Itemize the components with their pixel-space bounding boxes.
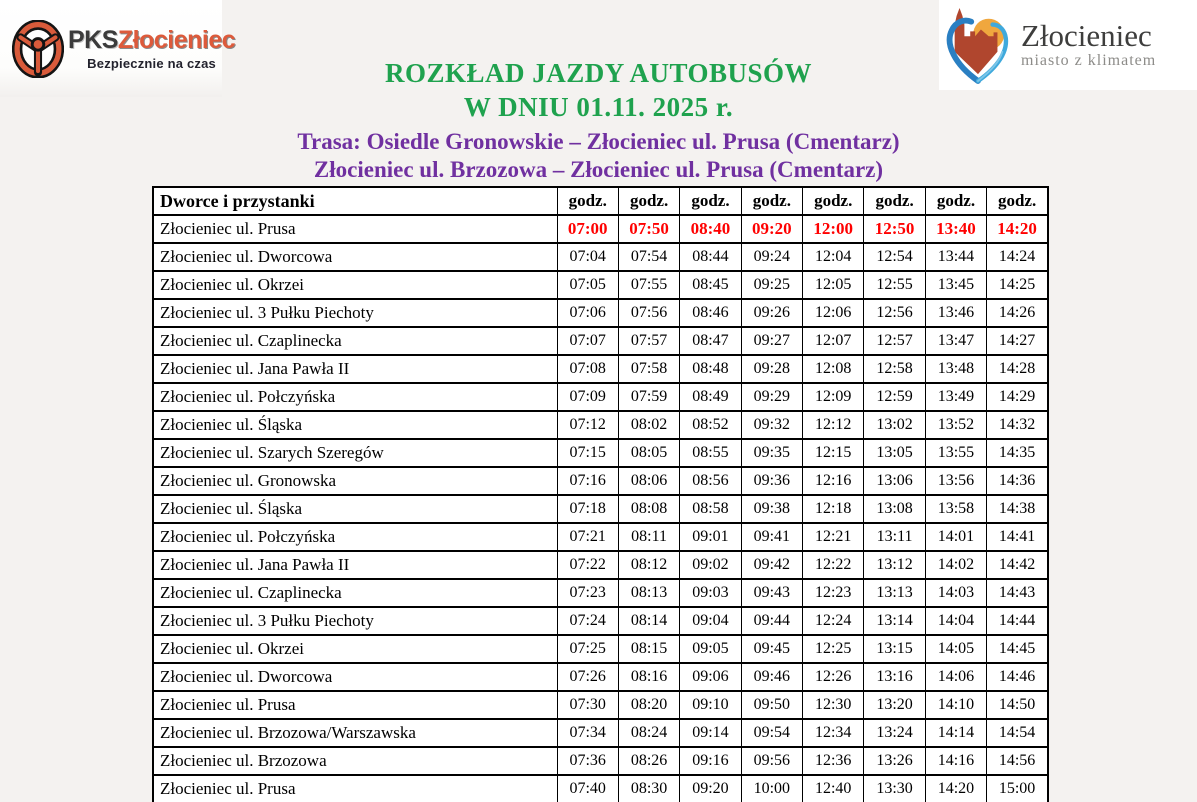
time-cell: 08:20 bbox=[618, 691, 679, 719]
stop-name-cell: Złocieniec ul. 3 Pułku Piechoty bbox=[153, 299, 557, 327]
time-cell: 14:44 bbox=[987, 607, 1048, 635]
time-cell: 07:05 bbox=[557, 271, 618, 299]
time-cell: 14:35 bbox=[987, 439, 1048, 467]
time-cell: 13:48 bbox=[925, 355, 986, 383]
time-cell: 13:16 bbox=[864, 663, 925, 691]
time-cell: 14:28 bbox=[987, 355, 1048, 383]
time-cell: 08:11 bbox=[618, 523, 679, 551]
stop-name-cell: Złocieniec ul. Połczyńska bbox=[153, 523, 557, 551]
table-row bbox=[153, 635, 1048, 663]
time-cell: 12:56 bbox=[864, 299, 925, 327]
timetable bbox=[152, 186, 1049, 802]
stop-name-cell: Złocieniec ul. Dworcowa bbox=[153, 663, 557, 691]
time-cell: 08:40 bbox=[680, 215, 741, 243]
time-cell: 07:21 bbox=[557, 523, 618, 551]
time-cell: 08:02 bbox=[618, 411, 679, 439]
time-cell: 14:06 bbox=[925, 663, 986, 691]
time-cell: 09:35 bbox=[741, 439, 802, 467]
time-cell: 08:56 bbox=[680, 467, 741, 495]
time-cell: 13:02 bbox=[864, 411, 925, 439]
time-cell: 13:11 bbox=[864, 523, 925, 551]
time-cell: 07:12 bbox=[557, 411, 618, 439]
time-cell: 07:08 bbox=[557, 355, 618, 383]
time-cell: 09:42 bbox=[741, 551, 802, 579]
time-cell: 09:02 bbox=[680, 551, 741, 579]
stop-name-cell: Złocieniec ul. Dworcowa bbox=[153, 243, 557, 271]
table-row bbox=[153, 411, 1048, 439]
time-cell: 12:50 bbox=[864, 215, 925, 243]
time-cell: 08:14 bbox=[618, 607, 679, 635]
time-cell: 14:05 bbox=[925, 635, 986, 663]
time-cell: 07:16 bbox=[557, 467, 618, 495]
time-cell: 08:13 bbox=[618, 579, 679, 607]
time-cell: 08:12 bbox=[618, 551, 679, 579]
time-cell: 09:44 bbox=[741, 607, 802, 635]
time-cell: 12:00 bbox=[803, 215, 864, 243]
time-cell: 07:26 bbox=[557, 663, 618, 691]
time-cell: 07:36 bbox=[557, 747, 618, 775]
time-cell: 14:38 bbox=[987, 495, 1048, 523]
table-row bbox=[153, 747, 1048, 775]
time-cell: 13:14 bbox=[864, 607, 925, 635]
time-cell: 13:15 bbox=[864, 635, 925, 663]
time-cell: 12:25 bbox=[803, 635, 864, 663]
stop-name-cell: Złocieniec ul. 3 Pułku Piechoty bbox=[153, 607, 557, 635]
time-cell: 07:00 bbox=[557, 215, 618, 243]
time-cell: 08:48 bbox=[680, 355, 741, 383]
time-cell: 12:40 bbox=[803, 775, 864, 802]
time-cell: 09:27 bbox=[741, 327, 802, 355]
time-cell: 09:38 bbox=[741, 495, 802, 523]
time-cell: 08:26 bbox=[618, 747, 679, 775]
table-row bbox=[153, 271, 1048, 299]
time-cell: 14:02 bbox=[925, 551, 986, 579]
time-cell: 12:21 bbox=[803, 523, 864, 551]
time-cell: 07:15 bbox=[557, 439, 618, 467]
stop-name-cell: Złocieniec ul. Gronowska bbox=[153, 467, 557, 495]
time-cell: 07:57 bbox=[618, 327, 679, 355]
stop-name-cell: Złocieniec ul. Brzozowa/Warszawska bbox=[153, 719, 557, 747]
page-title-line1: ROZKŁAD JAZDY AUTOBUSÓW bbox=[384, 58, 813, 88]
time-cell: 12:12 bbox=[803, 411, 864, 439]
time-cell: 09:45 bbox=[741, 635, 802, 663]
time-cell: 08:44 bbox=[680, 243, 741, 271]
time-cell: 12:58 bbox=[864, 355, 925, 383]
city-logo-tagline: miasto z klimatem bbox=[1021, 51, 1157, 69]
time-cell: 14:46 bbox=[987, 663, 1048, 691]
time-cell: 12:24 bbox=[803, 607, 864, 635]
time-cell: 09:03 bbox=[680, 579, 741, 607]
time-cell: 12:09 bbox=[803, 383, 864, 411]
table-row bbox=[153, 719, 1048, 747]
pks-logo-tagline: Bezpiecznie na czas bbox=[87, 55, 216, 71]
table-row bbox=[153, 327, 1048, 355]
stop-name-cell: Złocieniec ul. Prusa bbox=[153, 775, 557, 802]
table-row bbox=[153, 383, 1048, 411]
stop-name-cell: Złocieniec ul. Szarych Szeregów bbox=[153, 439, 557, 467]
header-titles bbox=[0, 56, 1197, 184]
time-cell: 14:03 bbox=[925, 579, 986, 607]
time-cell: 14:24 bbox=[987, 243, 1048, 271]
time-cell: 07:04 bbox=[557, 243, 618, 271]
time-cell: 13:30 bbox=[864, 775, 925, 802]
time-cell: 14:25 bbox=[987, 271, 1048, 299]
time-cell: 14:32 bbox=[987, 411, 1048, 439]
time-cell: 14:04 bbox=[925, 607, 986, 635]
time-cell: 07:56 bbox=[618, 299, 679, 327]
time-cell: 12:55 bbox=[864, 271, 925, 299]
time-column-header: godz. bbox=[925, 187, 986, 215]
time-cell: 07:30 bbox=[557, 691, 618, 719]
stop-name-cell: Złocieniec ul. Czaplinecka bbox=[153, 327, 557, 355]
time-cell: 08:15 bbox=[618, 635, 679, 663]
time-cell: 09:16 bbox=[680, 747, 741, 775]
time-cell: 15:00 bbox=[987, 775, 1048, 802]
time-cell: 13:26 bbox=[864, 747, 925, 775]
stop-name-cell: Złocieniec ul. Jana Pawła II bbox=[153, 551, 557, 579]
time-cell: 13:56 bbox=[925, 467, 986, 495]
time-cell: 09:43 bbox=[741, 579, 802, 607]
table-row bbox=[153, 691, 1048, 719]
time-cell: 12:34 bbox=[803, 719, 864, 747]
time-cell: 13:49 bbox=[925, 383, 986, 411]
time-cell: 07:59 bbox=[618, 383, 679, 411]
timetable-header-row bbox=[153, 187, 1048, 215]
time-cell: 08:05 bbox=[618, 439, 679, 467]
time-column-header: godz. bbox=[987, 187, 1048, 215]
time-cell: 08:06 bbox=[618, 467, 679, 495]
time-cell: 12:22 bbox=[803, 551, 864, 579]
time-cell: 08:30 bbox=[618, 775, 679, 802]
table-row bbox=[153, 607, 1048, 635]
time-cell: 09:50 bbox=[741, 691, 802, 719]
pks-name-part2: Złocieniec bbox=[117, 25, 236, 54]
table-row bbox=[153, 439, 1048, 467]
time-cell: 09:20 bbox=[741, 215, 802, 243]
time-cell: 14:29 bbox=[987, 383, 1048, 411]
time-cell: 09:24 bbox=[741, 243, 802, 271]
time-cell: 07:40 bbox=[557, 775, 618, 802]
time-cell: 12:23 bbox=[803, 579, 864, 607]
time-cell: 14:16 bbox=[925, 747, 986, 775]
time-cell: 09:26 bbox=[741, 299, 802, 327]
time-cell: 13:05 bbox=[864, 439, 925, 467]
table-row bbox=[153, 523, 1048, 551]
time-cell: 08:24 bbox=[618, 719, 679, 747]
time-column-header: godz. bbox=[803, 187, 864, 215]
time-cell: 09:25 bbox=[741, 271, 802, 299]
time-cell: 14:10 bbox=[925, 691, 986, 719]
time-cell: 12:26 bbox=[803, 663, 864, 691]
stop-name-cell: Złocieniec ul. Okrzei bbox=[153, 271, 557, 299]
time-cell: 13:06 bbox=[864, 467, 925, 495]
time-cell: 12:57 bbox=[864, 327, 925, 355]
time-cell: 12:18 bbox=[803, 495, 864, 523]
stops-column-header: Dworce i przystanki bbox=[153, 187, 557, 215]
time-cell: 08:16 bbox=[618, 663, 679, 691]
time-cell: 13:44 bbox=[925, 243, 986, 271]
pks-name-part1: PKS bbox=[68, 25, 118, 54]
time-cell: 09:05 bbox=[680, 635, 741, 663]
time-column-header: godz. bbox=[741, 187, 802, 215]
time-cell: 09:06 bbox=[680, 663, 741, 691]
time-cell: 12:30 bbox=[803, 691, 864, 719]
time-cell: 09:41 bbox=[741, 523, 802, 551]
time-cell: 08:45 bbox=[680, 271, 741, 299]
stop-name-cell: Złocieniec ul. Jana Pawła II bbox=[153, 355, 557, 383]
time-cell: 12:15 bbox=[803, 439, 864, 467]
time-cell: 13:47 bbox=[925, 327, 986, 355]
time-cell: 07:06 bbox=[557, 299, 618, 327]
time-cell: 09:46 bbox=[741, 663, 802, 691]
time-cell: 13:58 bbox=[925, 495, 986, 523]
time-cell: 07:09 bbox=[557, 383, 618, 411]
time-cell: 09:01 bbox=[680, 523, 741, 551]
table-row bbox=[153, 355, 1048, 383]
pks-logo-name bbox=[68, 27, 235, 53]
time-cell: 12:59 bbox=[864, 383, 925, 411]
time-cell: 08:52 bbox=[680, 411, 741, 439]
stop-name-cell: Złocieniec ul. Prusa bbox=[153, 691, 557, 719]
time-cell: 07:54 bbox=[618, 243, 679, 271]
table-row bbox=[153, 551, 1048, 579]
time-cell: 07:25 bbox=[557, 635, 618, 663]
time-cell: 13:52 bbox=[925, 411, 986, 439]
time-cell: 14:56 bbox=[987, 747, 1048, 775]
table-row bbox=[153, 467, 1048, 495]
time-cell: 14:36 bbox=[987, 467, 1048, 495]
time-cell: 14:01 bbox=[925, 523, 986, 551]
stop-name-cell: Złocieniec ul. Prusa bbox=[153, 215, 557, 243]
time-cell: 14:43 bbox=[987, 579, 1048, 607]
time-cell: 13:55 bbox=[925, 439, 986, 467]
time-cell: 09:32 bbox=[741, 411, 802, 439]
time-cell: 09:56 bbox=[741, 747, 802, 775]
time-cell: 07:24 bbox=[557, 607, 618, 635]
time-cell: 08:46 bbox=[680, 299, 741, 327]
stop-name-cell: Złocieniec ul. Połczyńska bbox=[153, 383, 557, 411]
time-cell: 12:08 bbox=[803, 355, 864, 383]
time-cell: 09:14 bbox=[680, 719, 741, 747]
time-cell: 13:45 bbox=[925, 271, 986, 299]
time-cell: 07:18 bbox=[557, 495, 618, 523]
time-cell: 14:50 bbox=[987, 691, 1048, 719]
time-cell: 12:54 bbox=[864, 243, 925, 271]
time-cell: 14:20 bbox=[987, 215, 1048, 243]
time-cell: 12:06 bbox=[803, 299, 864, 327]
time-cell: 07:50 bbox=[618, 215, 679, 243]
time-cell: 12:05 bbox=[803, 271, 864, 299]
time-cell: 08:55 bbox=[680, 439, 741, 467]
time-cell: 07:55 bbox=[618, 271, 679, 299]
table-row bbox=[153, 215, 1048, 243]
time-column-header: godz. bbox=[557, 187, 618, 215]
time-cell: 12:07 bbox=[803, 327, 864, 355]
time-cell: 13:12 bbox=[864, 551, 925, 579]
table-row bbox=[153, 663, 1048, 691]
table-row bbox=[153, 243, 1048, 271]
time-cell: 10:00 bbox=[741, 775, 802, 802]
time-cell: 07:07 bbox=[557, 327, 618, 355]
time-cell: 09:10 bbox=[680, 691, 741, 719]
time-cell: 14:20 bbox=[925, 775, 986, 802]
city-logo-name: Złocieniec bbox=[1021, 17, 1152, 53]
time-cell: 14:41 bbox=[987, 523, 1048, 551]
time-cell: 07:22 bbox=[557, 551, 618, 579]
route-line2: Złocieniec ul. Brzozowa – Złocieniec ul. Prusa (Cmentarz) bbox=[313, 157, 884, 182]
time-cell: 14:42 bbox=[987, 551, 1048, 579]
time-cell: 14:14 bbox=[925, 719, 986, 747]
time-cell: 14:26 bbox=[987, 299, 1048, 327]
time-cell: 08:47 bbox=[680, 327, 741, 355]
time-cell: 09:20 bbox=[680, 775, 741, 802]
time-cell: 13:40 bbox=[925, 215, 986, 243]
time-cell: 09:54 bbox=[741, 719, 802, 747]
time-cell: 14:54 bbox=[987, 719, 1048, 747]
time-cell: 09:36 bbox=[741, 467, 802, 495]
time-cell: 07:58 bbox=[618, 355, 679, 383]
timetable-body bbox=[153, 215, 1048, 802]
time-cell: 13:08 bbox=[864, 495, 925, 523]
stop-name-cell: Złocieniec ul. Śląska bbox=[153, 411, 557, 439]
route-line1: Trasa: Osiedle Gronowskie – Złocieniec ul. Prusa (Cmentarz) bbox=[297, 129, 900, 154]
time-cell: 09:04 bbox=[680, 607, 741, 635]
time-cell: 08:49 bbox=[680, 383, 741, 411]
time-column-header: godz. bbox=[864, 187, 925, 215]
table-row bbox=[153, 775, 1048, 802]
time-cell: 14:45 bbox=[987, 635, 1048, 663]
time-cell: 13:24 bbox=[864, 719, 925, 747]
time-column-header: godz. bbox=[618, 187, 679, 215]
time-cell: 14:27 bbox=[987, 327, 1048, 355]
time-column-header: godz. bbox=[680, 187, 741, 215]
time-cell: 13:46 bbox=[925, 299, 986, 327]
time-cell: 12:16 bbox=[803, 467, 864, 495]
time-cell: 13:20 bbox=[864, 691, 925, 719]
time-cell: 13:13 bbox=[864, 579, 925, 607]
page-title-line2: W DNIU 01.11. 2025 r. bbox=[463, 92, 734, 122]
table-row bbox=[153, 495, 1048, 523]
time-cell: 09:28 bbox=[741, 355, 802, 383]
time-cell: 12:04 bbox=[803, 243, 864, 271]
table-row bbox=[153, 299, 1048, 327]
stop-name-cell: Złocieniec ul. Śląska bbox=[153, 495, 557, 523]
stop-name-cell: Złocieniec ul. Czaplinecka bbox=[153, 579, 557, 607]
time-cell: 07:34 bbox=[557, 719, 618, 747]
time-cell: 08:58 bbox=[680, 495, 741, 523]
time-cell: 12:36 bbox=[803, 747, 864, 775]
time-cell: 07:23 bbox=[557, 579, 618, 607]
stop-name-cell: Złocieniec ul. Okrzei bbox=[153, 635, 557, 663]
time-cell: 08:08 bbox=[618, 495, 679, 523]
time-cell: 09:29 bbox=[741, 383, 802, 411]
stop-name-cell: Złocieniec ul. Brzozowa bbox=[153, 747, 557, 775]
table-row bbox=[153, 579, 1048, 607]
